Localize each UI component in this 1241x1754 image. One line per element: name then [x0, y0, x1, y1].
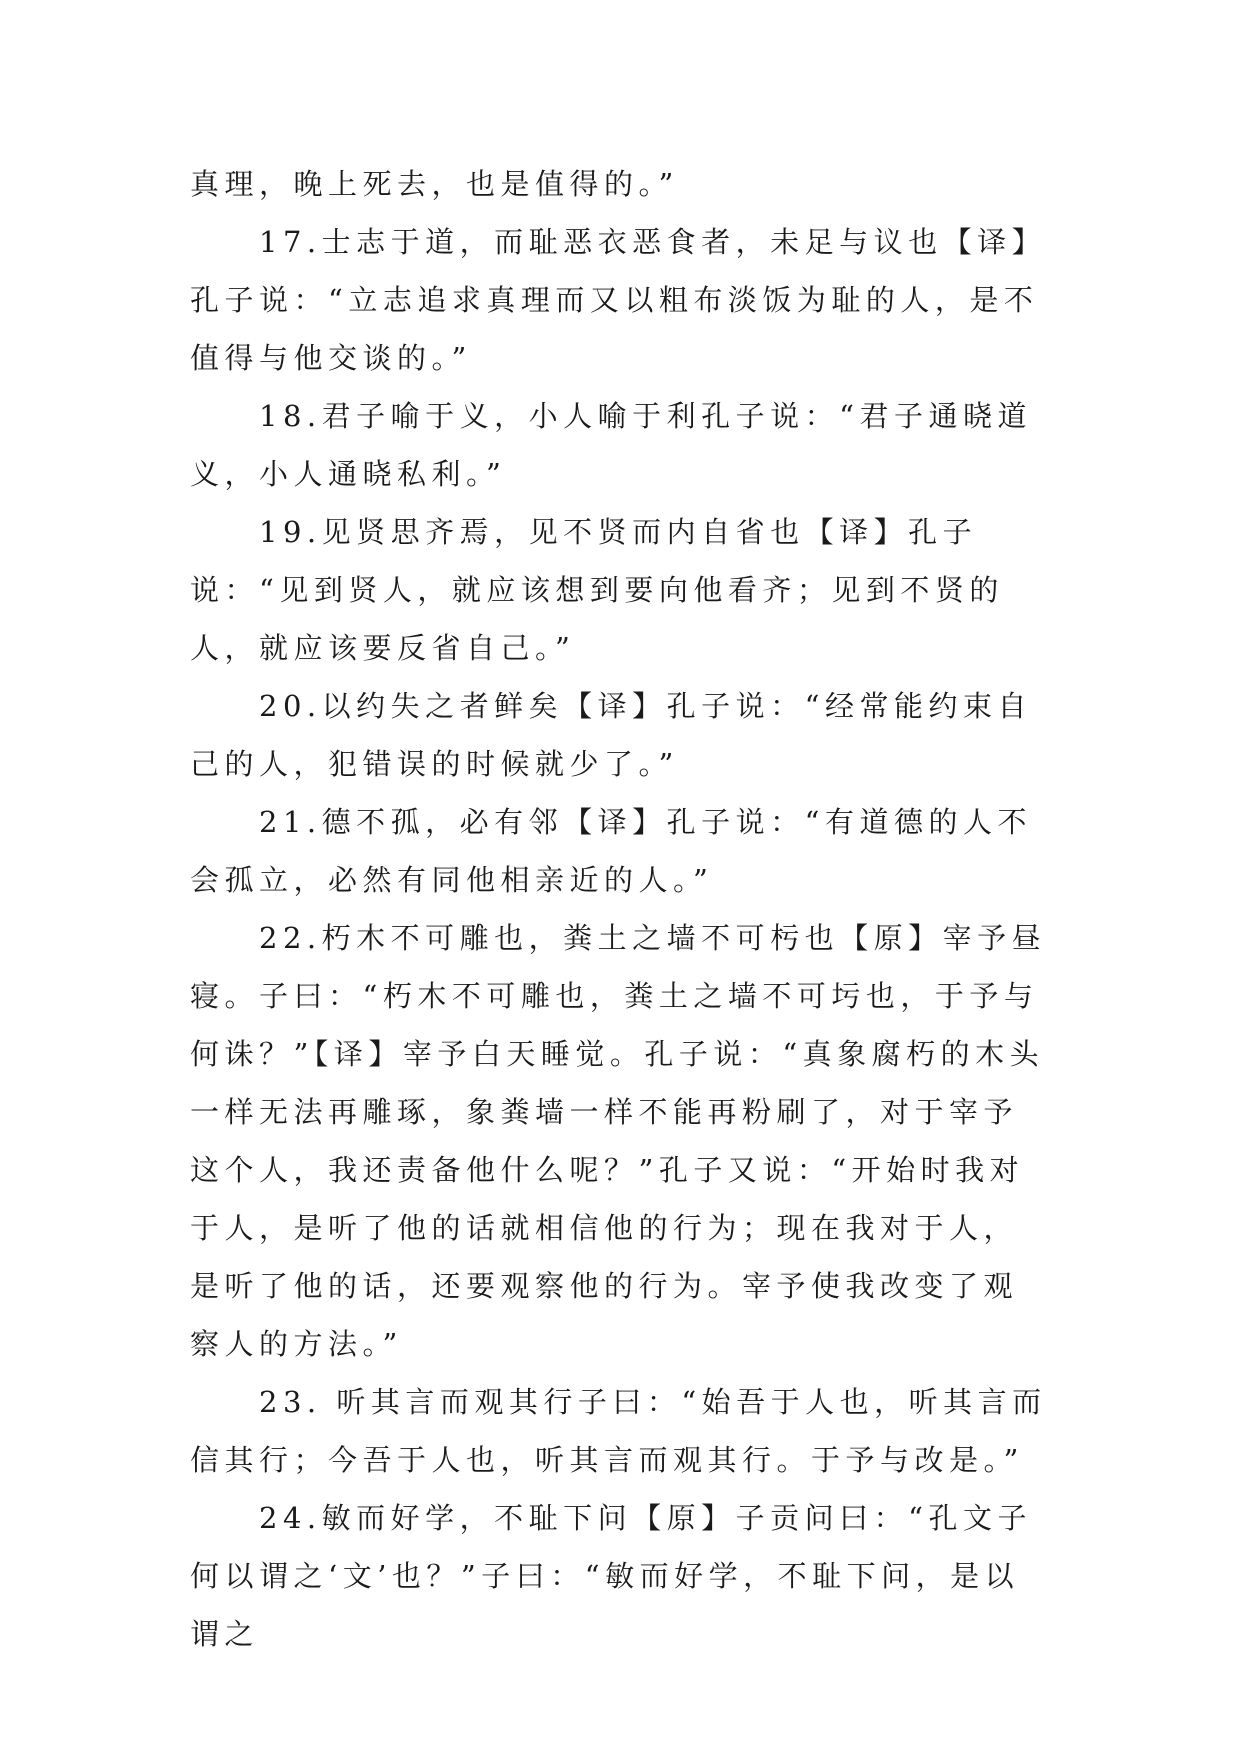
paragraph-20: 20.以约失之者鲜矣【译】孔子说：“经常能约束自己的人，犯错误的时候就少了。” [190, 689, 1032, 781]
paragraph-24: 24.敏而好学，不耻下问【原】子贡问曰：“孔文子何以谓之‘文’也？”子曰：“敏而好学，不耻下问，是以谓之 [190, 1501, 1032, 1651]
body-text [190, 155, 1050, 1663]
paragraph-22: 22.朽木不可雕也，粪土之墙不可杇也【原】宰予昼寝。子曰：“朽木不可雕也，粪土之墙不可圬也，于予与何诛？”【译】宰予白天睡觉。孔子说：“真象腐朽的木头一样无法再雕琢，象粪墙一样不能再粉刷了，对于宰予这个人，我还责备他什么呢？”孔子又说：“开始时我对于人，是听了他的话就相信他的行为；现在我对于人，是听了他的话，还要观察他的行为。宰予使我改变了观察人的方法。” [190, 921, 1047, 1361]
paragraph-17: 17.士志于道，而耻恶衣恶食者，未足与议也【译】孔子说：“立志追求真理而又以粗布淡饭为耻的人，是不值得与他交谈的。” [190, 225, 1047, 375]
paragraph-continuation: 真理，晚上死去，也是值得的。” [190, 167, 679, 201]
paragraph-18: 18.君子喻于义，小人喻于利孔子说：“君子通晓道义，小人通晓私利。” [190, 399, 1032, 491]
paragraph-23: 23. 听其言而观其行子曰：“始吾于人也，听其言而信其行；今吾于人也，听其言而观其行。于予与改是。” [190, 1385, 1047, 1477]
paragraph-21: 21.德不孤，必有邻【译】孔子说：“有道德的人不会孤立，必然有同他相亲近的人。” [190, 805, 1032, 897]
paragraph-19: 19.见贤思齐焉，见不贤而内自省也【译】孔子说：“见到贤人，就应该想到要向他看齐；见到不贤的人，就应该要反省自己。” [190, 515, 1004, 665]
